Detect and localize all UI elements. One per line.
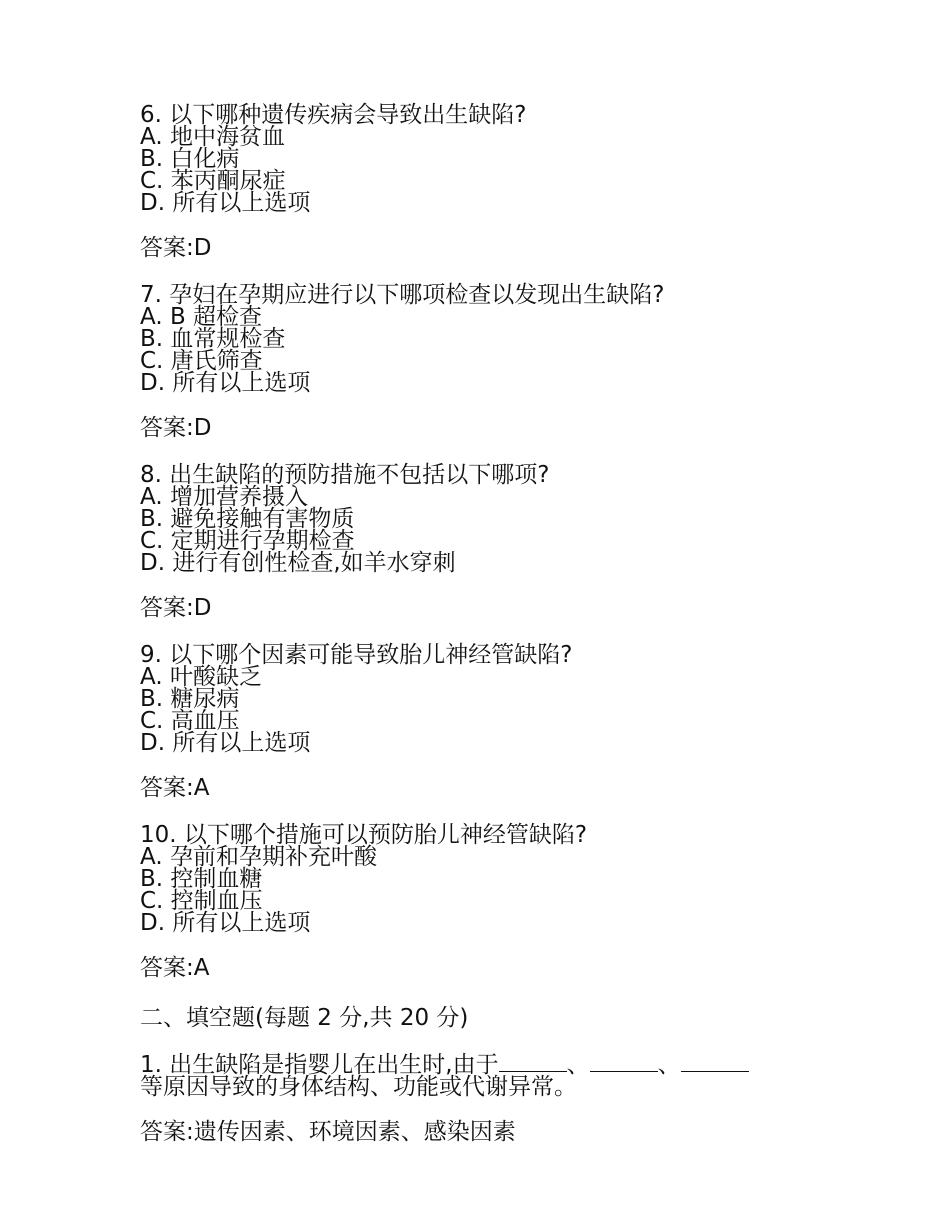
option-d: D. 所有以上选项 (140, 910, 311, 936)
option-d: D. 所有以上选项 (140, 370, 311, 396)
option-a: A. 孕前和孕期补充叶酸 (140, 844, 377, 870)
question-9 (140, 644, 820, 802)
option-list (140, 666, 820, 754)
option-b: B. 避免接触有害物质 (140, 506, 355, 532)
option-list (140, 306, 820, 394)
option-c: C. 定期进行孕期检查 (140, 528, 355, 554)
answer-text: 答案:D (140, 415, 212, 441)
option-d: D. 所有以上选项 (140, 190, 311, 216)
option-list (140, 486, 820, 574)
fill-separator: 、 (657, 1052, 681, 1078)
option-d: D. 所有以上选项 (140, 730, 311, 756)
question-title: 9. 以下哪个因素可能导致胎儿神经管缺陷? (140, 642, 573, 668)
document-page (140, 104, 820, 1168)
question-title: 6. 以下哪种遗传疾病会导致出生缺陷? (140, 102, 527, 128)
option-b: B. 血常规检查 (140, 326, 286, 352)
fill-blank-2 (590, 1069, 658, 1072)
answer-text: 答案:D (140, 595, 212, 621)
fill-prefix: 1. 出生缺陷是指婴儿在出生时,由于 (140, 1052, 499, 1078)
fill-blank-3 (681, 1069, 749, 1072)
question-title: 8. 出生缺陷的预防措施不包括以下哪项? (140, 462, 550, 488)
option-c: C. 苯丙酮尿症 (140, 168, 286, 194)
option-a: A. 叶酸缺乏 (140, 664, 262, 690)
question-6 (140, 104, 820, 262)
question-8 (140, 464, 820, 622)
question-title: 7. 孕妇在孕期应进行以下哪项检查以发现出生缺陷? (140, 282, 665, 308)
answer-text: 答案:遗传因素、环境因素、感染因素 (140, 1119, 516, 1145)
option-a: A. 地中海贫血 (140, 124, 285, 150)
option-a: A. B 超检查 (140, 304, 263, 330)
question-title: 10. 以下哪个措施可以预防胎儿神经管缺陷? (140, 822, 588, 848)
option-c: C. 唐氏筛查 (140, 348, 263, 374)
fill-question-1 (140, 1054, 820, 1146)
option-d: D. 进行有创性检查,如羊水穿刺 (140, 550, 456, 576)
answer-text: 答案:D (140, 235, 212, 261)
option-b: B. 白化病 (140, 146, 240, 172)
option-b: B. 糖尿病 (140, 686, 240, 712)
fill-blank-1 (499, 1069, 567, 1072)
option-list (140, 126, 820, 214)
answer-text: 答案:A (140, 775, 210, 801)
question-10 (140, 824, 820, 982)
question-7 (140, 284, 820, 442)
option-c: C. 高血压 (140, 708, 240, 734)
option-a: A. 增加营养摄入 (140, 484, 308, 510)
answer-text: 答案:A (140, 955, 210, 981)
option-b: B. 控制血糖 (140, 866, 263, 892)
fill-line-1 (140, 1054, 820, 1076)
fill-separator: 、 (566, 1052, 590, 1078)
section-title: 二、填空题(每题 2 分,共 20 分) (140, 1005, 469, 1031)
option-c: C. 控制血压 (140, 888, 263, 914)
fill-line-2: 等原因导致的身体结构、功能或代谢异常。 (140, 1074, 577, 1100)
option-list (140, 846, 820, 934)
